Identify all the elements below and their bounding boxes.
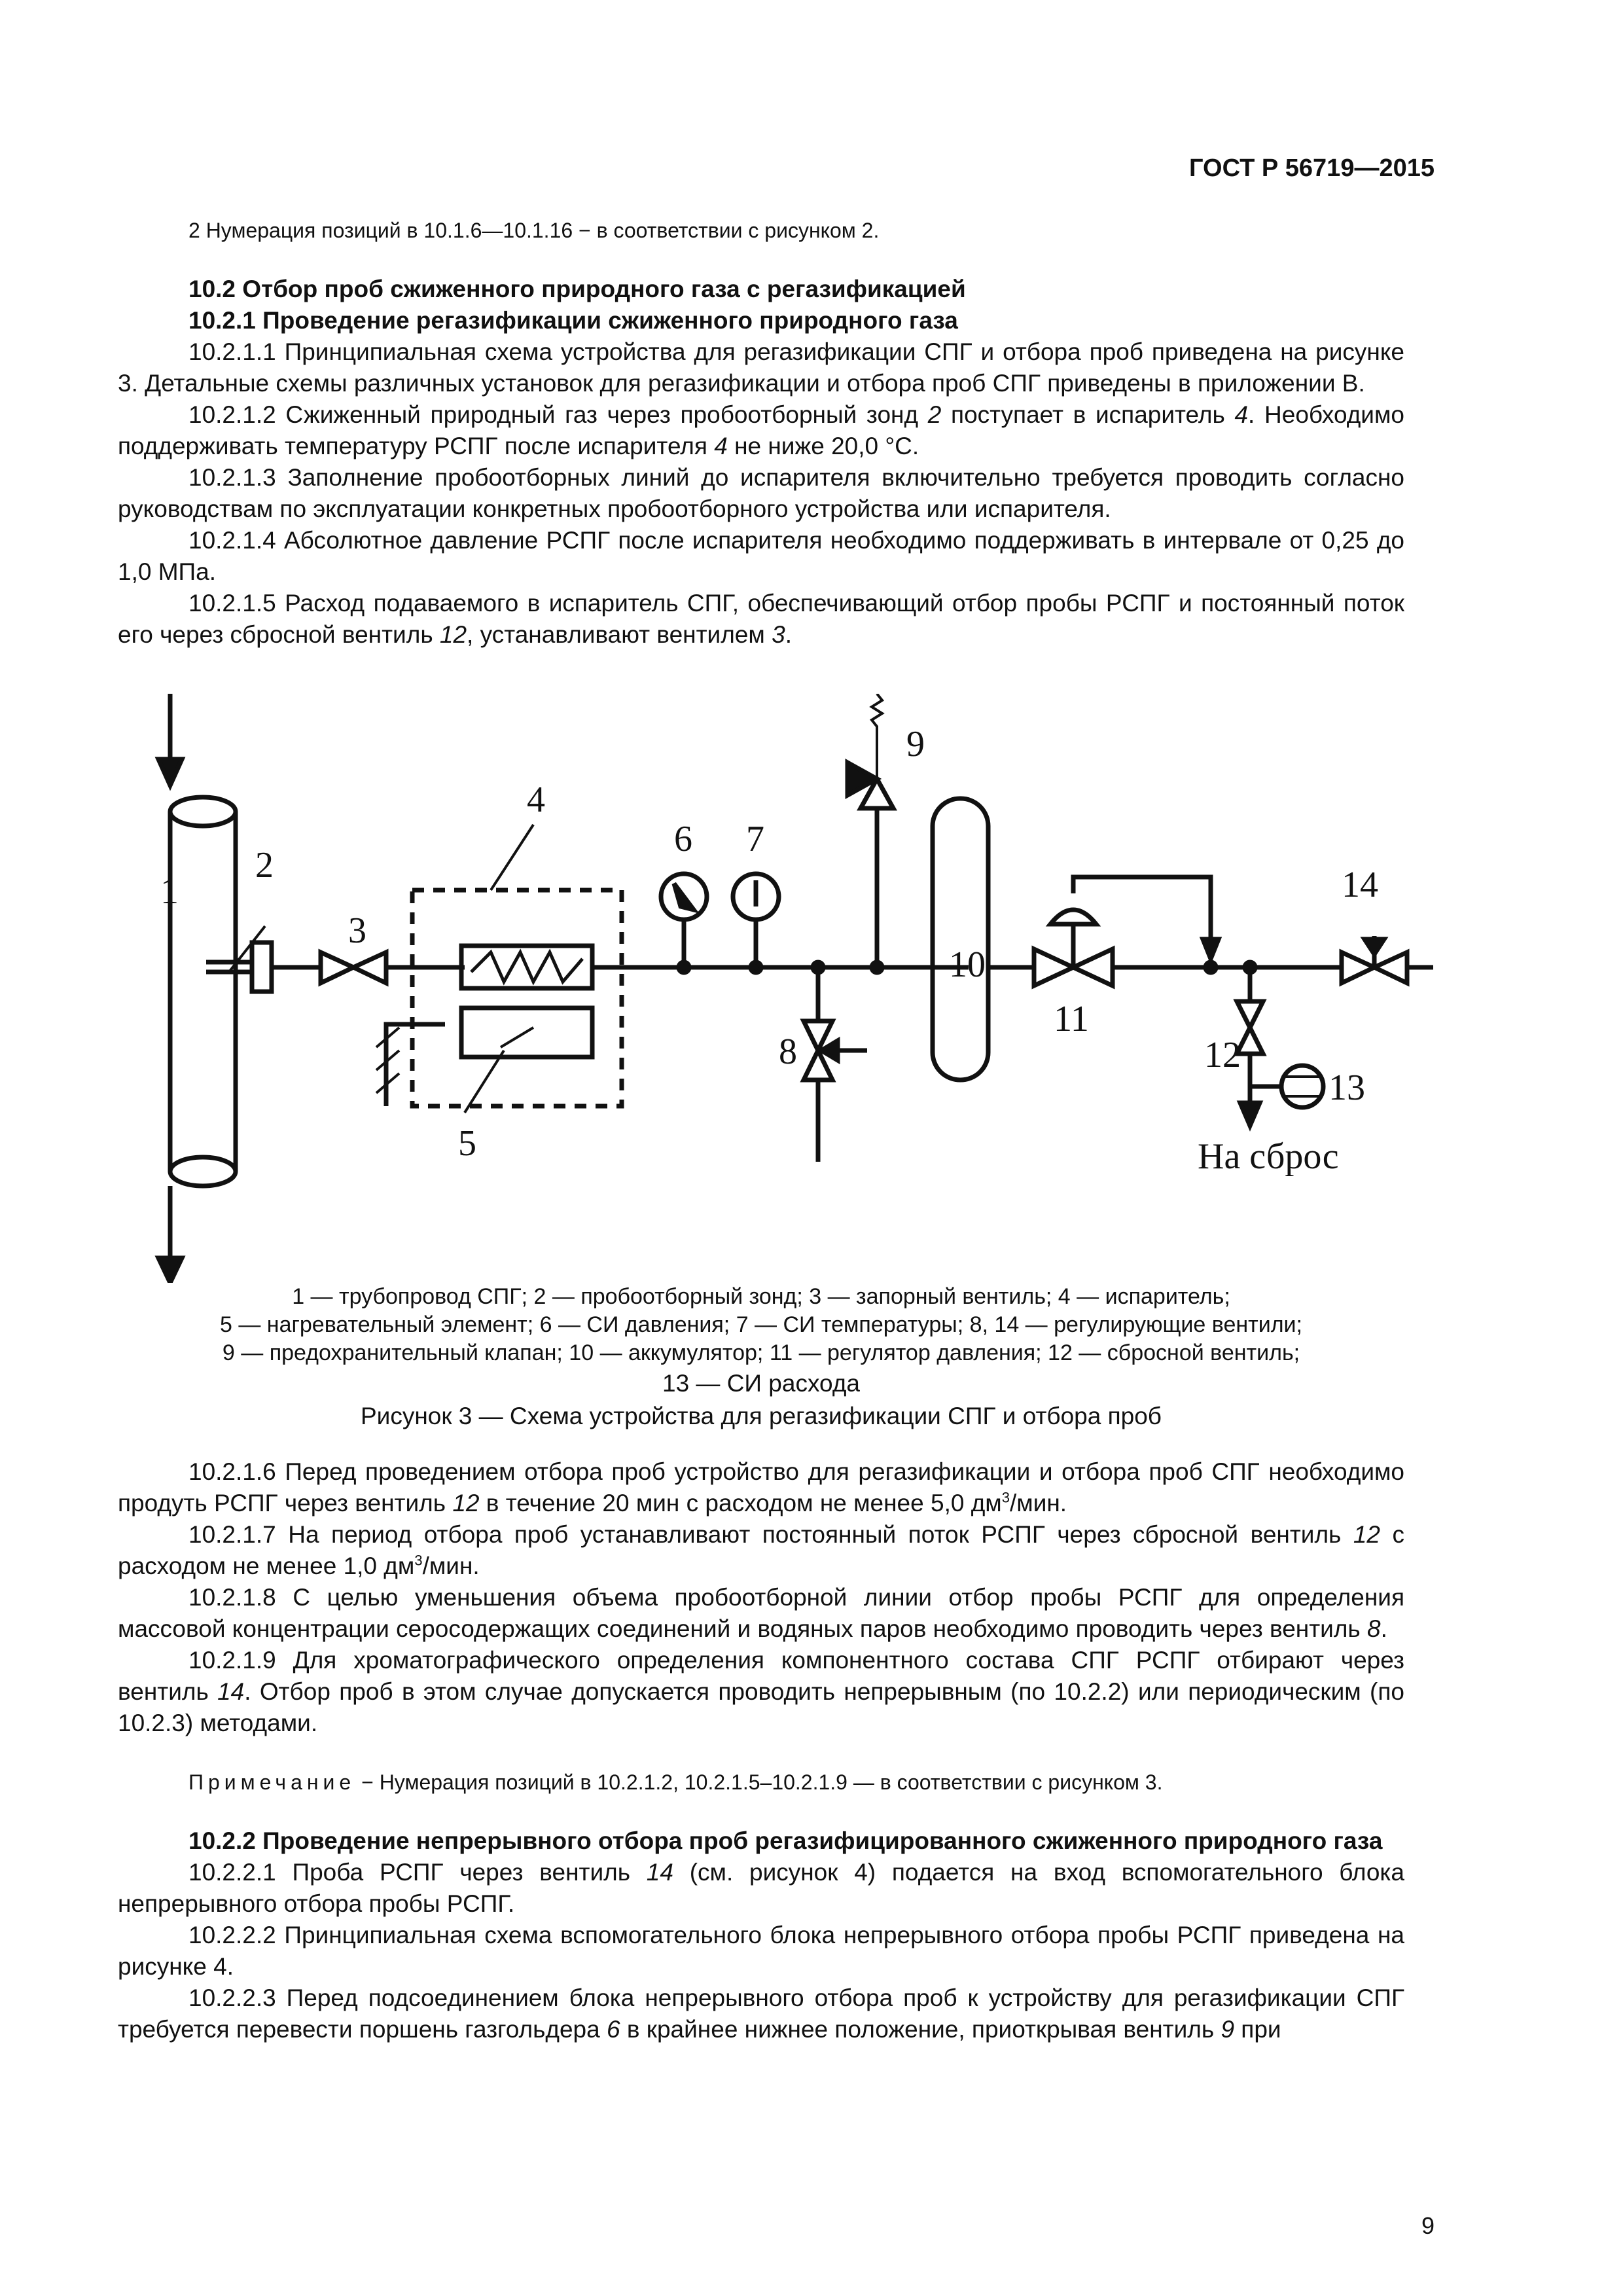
legend-line-3: 9 — предохранительный клапан; 10 — аккумулятор; 11 — регулятор давления; 12 — сбросной вентиль;	[222, 1340, 1300, 1365]
para-10-2-1-3: 10.2.1.3 Заполнение пробоотборных линий до испарителя включительно требуется проводить согласно руководствам по эксплуатации конкретных пробоотборного устройства или испарителя.	[118, 464, 1404, 522]
sampling-probe	[206, 926, 321, 992]
legend-line-4: 13 — СИ расхода	[662, 1370, 860, 1397]
para-10-2-2-2: 10.2.2.2 Принципиальная схема вспомогательного блока непрерывного отбора пробы РСПГ приведена на рисунке 4.	[118, 1922, 1404, 1980]
note-top: 2 Нумерация позиций в 10.1.6—10.1.16 − в соответствии с рисунком 2.	[188, 219, 880, 242]
label-3: 3	[348, 910, 366, 951]
heading-10-2-2: 10.2.2 Проведение непрерывного отбора проб регазифицированного сжиженного природного газа	[188, 1827, 1383, 1854]
para-10-2-1-6: 10.2.1.6 Перед проведением отбора проб устройство для регазификации и отбора проб СПГ необходимо продуть РСПГ через вентиль 12 в течение 20 мин с расходом не менее 5,0 $дм^3$/мин.	[118, 1458, 1404, 1516]
label-11: 11	[1054, 999, 1089, 1039]
pressure-regulator-11	[1034, 949, 1073, 986]
regasification-schematic	[98, 694, 1472, 1283]
standard-code: ГОСТ Р 56719—2015	[1189, 154, 1435, 182]
para-10-2-1-5: 10.2.1.5 Расход подаваемого в испаритель СПГ, обеспечивающий отбор пробы РСПГ и постоянный поток его через сбросной вентиль 12, устанавливают вентилем 3.	[118, 590, 1404, 648]
label-13: 13	[1329, 1067, 1365, 1108]
label-10: 10	[949, 944, 986, 985]
flow-meter	[1281, 1066, 1323, 1107]
figure-caption: Рисунок 3 — Схема устройства для регазификации СПГ и отбора проб	[360, 1403, 1162, 1429]
after-figure-block	[118, 1456, 1404, 2045]
label-6: 6	[674, 819, 692, 859]
top-text-block	[118, 216, 1404, 651]
shutoff-valve-3	[321, 952, 465, 983]
pipeline-spg	[158, 694, 236, 1283]
heading-10-2-1: 10.2.1 Проведение регазификации сжиженного природного газа	[188, 307, 958, 334]
para-10-2-1-9: 10.2.1.9 Для хроматографического определения компонентного состава СПГ РСПГ отбирают через вентиль 14. Отбор проб в этом случае допускается проводить непрерывным (по 10.2.2) или периодическим (по 10.2.3) методами.	[118, 1647, 1404, 1736]
para-10-2-1-7: 10.2.1.7 На период отбора проб устанавливают постоянный поток РСПГ через сбросной вентиль 12 с расходом не менее 1,0 $дм^3$/мин.	[118, 1521, 1404, 1579]
label-9: 9	[906, 724, 925, 764]
regulating-valve-14	[1342, 952, 1374, 983]
para-10-2-1-8: 10.2.1.8 С целью уменьшения объема пробоотборной линии отбор пробы РСПГ для определения массовой концентрации серосодержащих соединений и водяных паров необходимо проводить через вентиль 8.	[118, 1584, 1404, 1642]
label-1: 1	[160, 871, 179, 912]
figure-legend	[118, 1283, 1404, 1433]
note-figure-3: Примечание − Нумерация позиций в 10.2.1.2, 10.2.1.5–10.2.1.9 — в соответствии с рисунком 3.	[188, 1770, 1163, 1794]
legend-line-1: 1 — трубопровод СПГ; 2 — пробоотборный зонд; 3 — запорный вентиль; 4 — испаритель;	[292, 1284, 1230, 1309]
label-2: 2	[255, 845, 274, 886]
para-10-2-1-1: 10.2.1.1 Принципиальная схема устройства для регазификации СПГ и отбора проб приведена на рисунке 3. Детальные схемы различных установок для регазификации и отбора проб СПГ приведены в приложении В.	[118, 338, 1404, 397]
label-4: 4	[527, 780, 545, 820]
label-5: 5	[458, 1123, 476, 1164]
heading-10-2: 10.2 Отбор проб сжиженного природного газа с регазификацией	[188, 276, 966, 302]
label-drain: На сброс	[1198, 1136, 1339, 1177]
label-14: 14	[1342, 865, 1378, 905]
para-10-2-2-3: 10.2.2.3 Перед подсоединением блока непрерывного отбора проб к устройству для регазификации СПГ требуется перевести поршень газгольдера 6 в крайнее нижнее положение, приоткрывая вентиль 9 при	[118, 1984, 1404, 2043]
vaporizer-enclosure	[412, 890, 622, 1106]
para-10-2-1-2: 10.2.1.2 Сжиженный природный газ через пробоотборный зонд 2 поступает в испаритель 4. Необходимо поддерживать температуру РСПГ после испарителя 4 не ниже 20,0 °С.	[118, 401, 1404, 459]
page-number: 9	[1421, 2212, 1435, 2239]
accumulator	[933, 798, 988, 1080]
label-7: 7	[746, 819, 764, 859]
para-10-2-1-4: 10.2.1.4 Абсолютное давление РСПГ после испарителя необходимо поддерживать в интервале от 0,25 до 1,0 МПа.	[118, 527, 1404, 585]
label-8: 8	[779, 1031, 797, 1072]
label-12: 12	[1204, 1035, 1241, 1075]
legend-line-2: 5 — нагревательный элемент; 6 — СИ давления; 7 — СИ температуры; 8, 14 — регулирующие вентили;	[220, 1312, 1302, 1337]
para-10-2-2-1: 10.2.2.1 Проба РСПГ через вентиль 14 (см. рисунок 4) подается на вход вспомогательного блока непрерывного отбора пробы РСПГ.	[118, 1859, 1404, 1917]
